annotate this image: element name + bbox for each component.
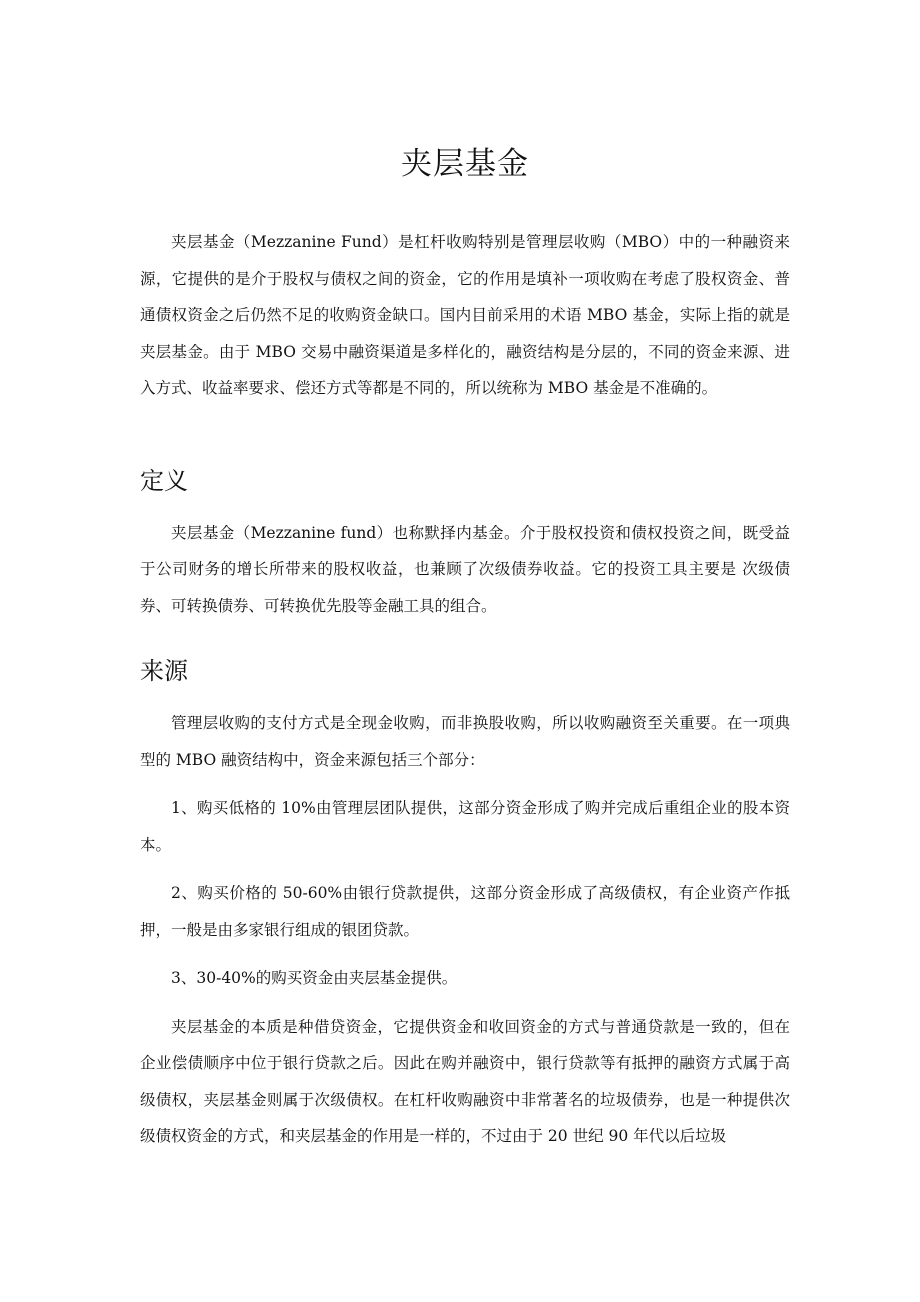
source-list-item-2: 2、购买价格的 50-60%由银行贷款提供，这部分资金形成了高级债权，有企业资产作抵押，一般是由多家银行组成的银团贷款。 bbox=[140, 884, 790, 939]
source-list-item-3: 3、30-40%的购买资金由夹层基金提供。 bbox=[171, 969, 458, 987]
spacer bbox=[140, 778, 790, 790]
spacer bbox=[140, 501, 790, 515]
spacer bbox=[140, 997, 790, 1009]
spacer bbox=[140, 691, 790, 705]
definition-paragraph: 夹层基金（Mezzanine fund）也称默择内基金。介于股权投资和债权投资之间，既受益于公司财务的增长所带来的股权收益，也兼顾了次级债券收益。它的投资工具主要是 次级债券、可转换债券、可转换优先股等金融工具的组合。 bbox=[140, 523, 790, 615]
document-body bbox=[140, 138, 790, 1155]
spacer bbox=[140, 407, 790, 461]
source-list-item-1: 1、购买低格的 10%由管理层团队提供，这部分资金形成了购并完成后重组企业的股本资本。 bbox=[140, 799, 790, 854]
spacer bbox=[140, 863, 790, 875]
intro-paragraph: 夹层基金（Mezzanine Fund）是杠杆收购特别是管理层收购（MBO）中的一种融资来源，它提供的是介于股权与债权之间的资金，它的作用是填补一项收购在考虑了股权资金、普通债权资金之后仍然不足的收购资金缺口。国内目前采用的术语 MBO 基金，实际上指的就是夹层基金。由于 MBO 交易中融资渠道是多样化的，融资结构是分层的，不同的资金来源、进入方式、收益率要求、偿还方式等都是不同的，所以统称为 MBO 基金是不准确的。 bbox=[140, 233, 790, 397]
section-heading-definition: 定义 bbox=[140, 466, 188, 495]
section-heading-source: 来源 bbox=[140, 657, 188, 685]
document-title: 夹层基金 bbox=[401, 146, 529, 182]
spacer bbox=[140, 948, 790, 960]
spacer bbox=[140, 624, 790, 651]
source-paragraph: 夹层基金的本质是种借贷资金，它提供资金和收回资金的方式与普通贷款是一致的，但在企业偿债顺序中位于银行贷款之后。因此在购并融资中，银行贷款等有抵押的融资方式属于高级债权，夹层基金则属于次级债权。在杠杆收购融资中非常著名的垃圾债券，也是一种提供次级债权资金的方式，和夹层基金的作用是一样的，不过由于 20 世纪 90 年代以后垃圾 bbox=[140, 1017, 790, 1145]
source-paragraph: 管理层收购的支付方式是全现金收购，而非换股收购，所以收购融资至关重要。在一项典型的 MBO 融资结构中，资金来源包括三个部分： bbox=[140, 714, 790, 769]
